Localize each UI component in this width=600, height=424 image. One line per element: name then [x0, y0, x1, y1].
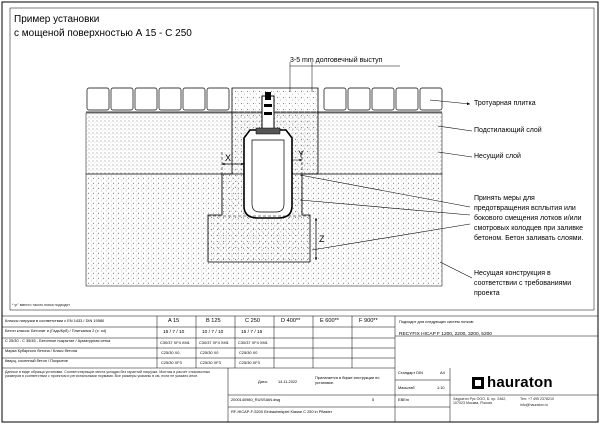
class-e600: E 600**	[320, 318, 339, 324]
suitable-systems-head: Подходит для следующих систем лотков:	[399, 319, 474, 324]
standard-label: Стандарт DIN	[398, 370, 423, 375]
table-cell: С30/37 XF4 XM1	[238, 340, 268, 345]
brand-contact: Хауратон Рус ООО, Б. пр. 2462, 107023 Москва, Россия	[453, 397, 507, 406]
dim-letter-x: X	[225, 153, 232, 163]
scale-value: 1:10	[437, 385, 445, 390]
title-line-1: Пример установки	[14, 14, 100, 25]
title-line-2: с мощеной поверхностью А 15 - С 250	[14, 28, 192, 39]
table-cell: С25/30 XF3	[200, 360, 221, 365]
footer-notes: Данные в виде образца установки. Соответствующие места укладки без гарантий нагрузки. Монтаж и расчет стыковочных размеров в соответствии с проектом и региональными нормами. Все размеры указаны в см, если не указано иное.	[5, 370, 211, 379]
table-cell: С25/30 XF3	[161, 360, 182, 365]
class-f900: F 900**	[359, 318, 378, 324]
callout-base: Несущий слой	[474, 153, 521, 160]
callout-bedding: Подстилающий слой	[474, 127, 542, 134]
suitable-systems-value: RECYFIX HICAP F 1200, 2200, 3200, 5200	[399, 332, 492, 337]
table-row-label: С 25/30 - С 35/45 - Бетонное покрытие / Арматурная сетка	[5, 338, 111, 343]
hauraton-logo-icon	[472, 377, 484, 389]
dim-letter-y: Y	[298, 149, 305, 159]
table-row-label: Марка Кубарного бетона / Класс бетона	[5, 348, 78, 353]
scale-label: Масштаб	[398, 385, 415, 390]
brand-phone: Тел: +7 495 2378210	[520, 397, 555, 401]
standard-value: A4	[440, 370, 445, 375]
note-text: Прилагается в бирке инструкции по установке.	[315, 375, 380, 385]
table-row-label: Бетон класса: Бетонит и (Гадь/Куб) / Плиткалка 2 (x: сd)	[5, 328, 107, 333]
table-row-head: Классы нагрузки в соответствии с EN 1433 / DIN 19580	[5, 318, 105, 323]
table-cell: С30/37 XF4 XM1	[199, 340, 229, 345]
table-cell: С25/30 XF3	[239, 360, 260, 365]
callout-paving: Тротуарная плитка	[474, 100, 536, 107]
brand-email: info@hauraton.ru	[520, 403, 548, 407]
table-cell: С25/30 X0	[239, 350, 258, 355]
class-c250: C 250	[245, 318, 260, 324]
drawing-title: RF-HICAP-F-5200 Einbaubeispiel Klasse C 250 in Pflaster	[231, 409, 332, 414]
class-d400: D 400**	[281, 318, 301, 324]
dimension-top	[290, 62, 400, 92]
footnote: * уг" вместо такого пояса подходят	[12, 303, 70, 307]
table-cell: 15 / 7 / 15	[241, 330, 263, 335]
date-label: Дата:	[258, 379, 268, 384]
callout-flotation: Принять меры для предотвращения всплытия или бокового смещения лотков и/или смотровых колодцев при заливке бетоном. Бетон заливать слоями.	[474, 195, 584, 242]
table-cell: С25/30 X0	[200, 350, 219, 355]
dimension-label: 3-5 mm долговечный выступ	[290, 57, 383, 64]
table-row-label: Кварц, сосенный бетон / Покрытие	[5, 358, 68, 363]
date-value: 14.11.2022	[278, 379, 298, 384]
edition: EBEm	[398, 397, 410, 402]
callout-structure: Несущая конструкция в соответствии с требованиями проекта	[474, 270, 572, 297]
class-b125: B 125	[206, 318, 221, 324]
doc-number: 2000140980_RUSSIAN.dwg	[231, 397, 281, 402]
page-number: 5	[372, 397, 375, 402]
table-cell: 15 / 7 / 10	[163, 330, 185, 335]
table-cell: 10 / 7 / 10	[202, 330, 224, 335]
class-a15: A 15	[168, 318, 180, 324]
table-cell: С25/30 X0	[161, 350, 180, 355]
brand-logo	[472, 374, 553, 391]
table-cell: С30/37 XF4 XM1	[160, 340, 190, 345]
dim-letter-z: Z	[319, 234, 325, 244]
brand-name: hauraton	[487, 374, 553, 391]
